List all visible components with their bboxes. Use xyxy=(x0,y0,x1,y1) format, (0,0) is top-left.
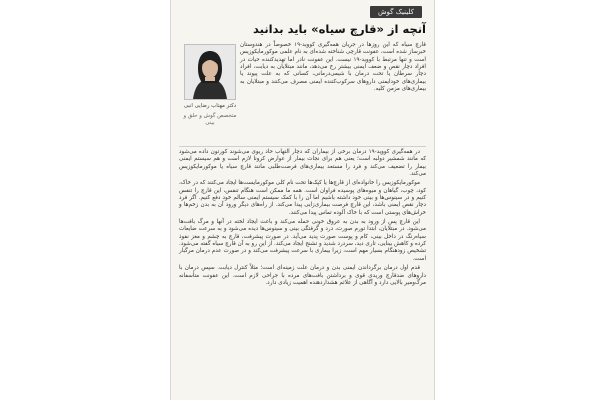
intro-block xyxy=(179,42,426,146)
article-body xyxy=(179,149,426,289)
author-photo xyxy=(184,44,236,100)
lead-paragraph xyxy=(240,42,426,93)
author-role: متخصص گوش و حلق و بینی xyxy=(183,113,237,126)
headline: آنچه از «قارچ سیاه» باید بدانید xyxy=(253,22,426,36)
author-name: دکتر مهتاب رضایی انبی xyxy=(183,103,237,109)
body-paragraph: قدم اول درمان برگرداندن ایمنی بدن و درمان علت زمینه‌ای است؛ مثلاً کنترل دیابت. سپس درمان با داروهای ضدقارچ وریدی قوی و برداشتن بافت‌های مرده با جراحی لازم است. این عفونت متأسفانه مرگ‌ومیر بالایی دارد و آگاهی از علائم هشداردهنده اهمیت زیادی دارد. xyxy=(179,265,426,286)
divider xyxy=(179,146,426,147)
author-box xyxy=(179,44,241,127)
author-portrait-image xyxy=(185,45,235,99)
body-paragraph: موکورمایکوزیس را خانواده‌ای از قارچ‌ها یا کپک‌ها تحت نام کلی موکورمایست‌ها ایجاد می‌کنند که در خاک، کود، چوب، گیاهان و میوه‌های پوسیده فراوان است. همه ما ممکن است هنگام تنفس، این قارچ را تنفس کنیم و در سینوس‌ها و بینی خود داشته باشیم اما آن را با کمک سیستم ایمنی سالم خود دفع کنیم. اگر فرد دچار نقص ایمنی باشد، این قارچ فرصت بیماری‌زایی پیدا می‌کند. از راه‌های دیگر ورود آن به بدن زخم‌ها و خراش‌های پوستی است که با خاک آلوده تماس پیدا می‌کنند. xyxy=(179,180,426,216)
lead-text: قارچ سیاه که این روزها در جریان همه‌گیری کووید-۱۹ خصوصاً در هندوستان خبرساز شده است، عفونت قارچی شناخته شده‌ای به نام علمی موکورمایکوزیس است و تنها مرتبط با کووید-۱۹ نیست. این عفونت نادر اما تهدیدکننده حیات در افراد دچار نقص و ضعف ایمنی بیشتر رخ می‌دهد، مانند مبتلایان به دیابت، افراد دچار سرطان یا تحت درمان با شیمی‌درمانی، کسانی که به علت پیوند یا بیماری‌های خودایمنی داروهای سرکوب‌کننده ایمنی مصرف می‌کنند و مبتلایان به بیماری‌های مزمن کلیه. xyxy=(240,42,426,93)
newspaper-clipping xyxy=(170,0,435,400)
body-paragraph: این قارچ پس از ورود به بدن به عروق خونی حمله می‌کند و باعث ایجاد لخته در آنها و مرگ بافت‌ها می‌شود. در مبتلایان، ابتدا تورم صورت، درد و گرفتگی بینی و سینوس‌ها دیده می‌شود و به سرعت ضایعات سیاه‌رنگ در داخل بینی، کام و پوست صورت پدید می‌آید. در صورت پیشرفت، قارچ به چشم و مغز نفوذ کرده و کاهش بینایی، تاری دید، سردرد شدید و تشنج ایجاد می‌کند. از این رو به آن قارچ سیاه گفته می‌شود. تشخیص زودهنگام بسیار مهم است، زیرا بیماری با سرعت پیشرفت می‌کند و در صورت عدم درمان مرگبار است. xyxy=(179,219,426,262)
section-label: کلینیک گوش xyxy=(370,6,422,18)
body-paragraph: در همه‌گیری کووید-۱۹ درمان برخی از بیماران که دچار التهاب حاد ریوی می‌شوند کورتون داده می‌شود که مانند شمشیر دولبه است؛ یعنی هم برای نجات بیمار از عوارض کرونا لازم است و هم سیستم ایمنی بیمار را تضعیف می‌کند و فرد را مستعد بیماری‌های فرصت‌طلبی مانند قارچ سیاه یا موکورمایکوزیس می‌کند. xyxy=(179,149,426,178)
